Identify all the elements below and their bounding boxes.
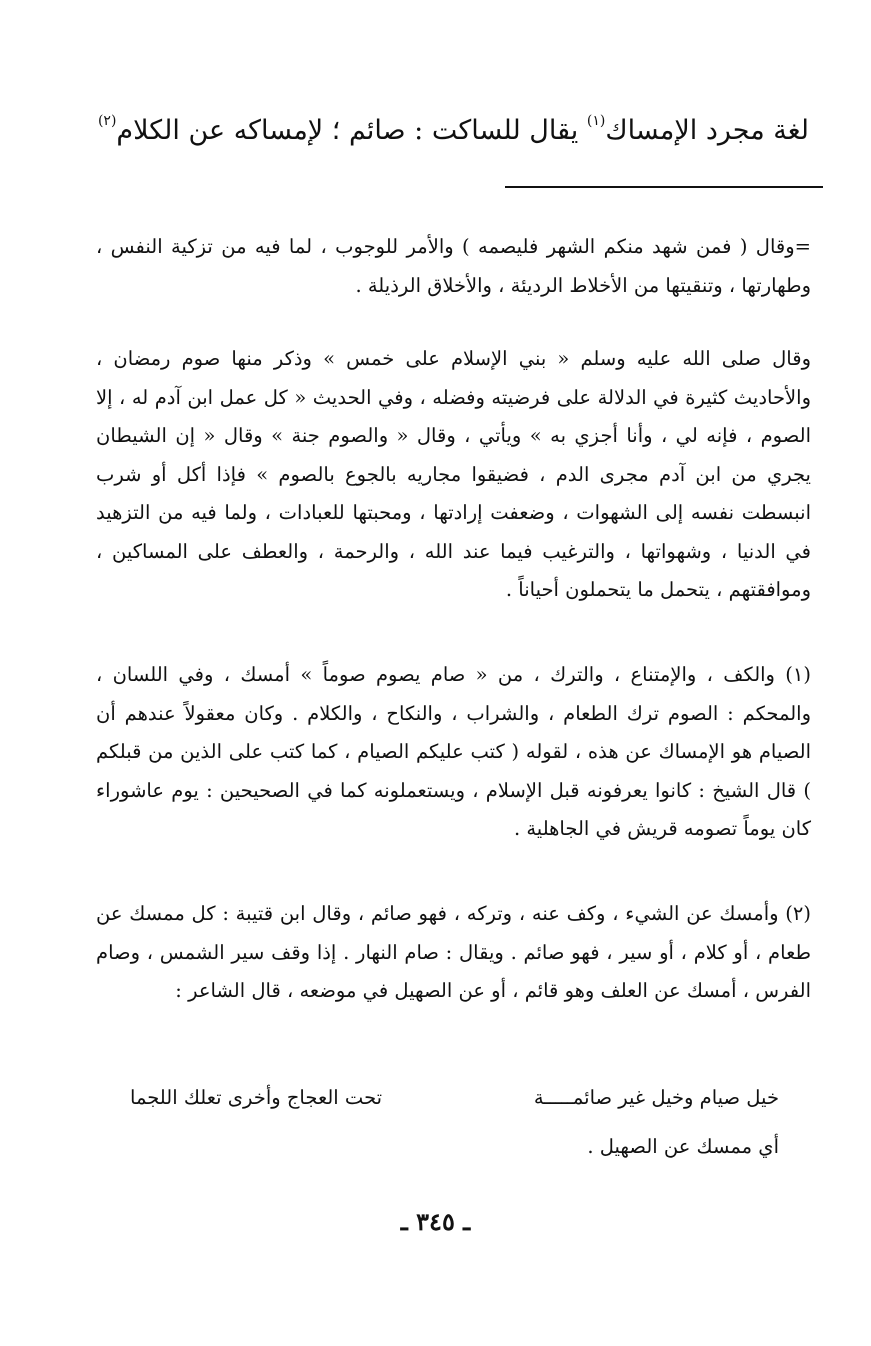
heading-note-1: (١) (586, 113, 606, 129)
page-number: ـ ٣٤٥ ـ (400, 1207, 471, 1236)
footnote-1: (١) والكف ، والإمتناع ، والترك ، من « صام يصوم صوماً » أمسك ، وفي اللسان ، والمحكم : الصوم ترك الطعام ، والشراب ، والنكاح ، والكلام . وكان معقولاً عندهم أن الصيام هو الإمساك عن هذه ، لقوله ( كتب عليكم الصيام ، كما كتب على الذين من قبلكم ) قال الشيخ : كانوا يعرفونه قبل الإسلام ، ويستعملونه كما في الصحيحين : يوم عاشوراء كان يوماً تصومه قريش في الجاهلية . (96, 663, 811, 840)
heading-note-2: (٢) (97, 113, 117, 129)
verse-first-hemistich: خيل صيام وخيل غير صائمـــــة (533, 1086, 779, 1109)
body-paragraph-1: =وقال ( فمن شهد منكم الشهر فليصمه ) والأمر للوجوب ، لما فيه من تزكية النفس ، وطهارتها ، وتنقيتها من الأخلاط الرديئة ، والأخلاق الرذيلة . (96, 235, 811, 297)
heading-separator-rule (505, 186, 823, 188)
verse-explanation: أي ممسك عن الصهيل . (587, 1135, 779, 1158)
heading-text-before: لغة مجرد الإمساك (605, 115, 809, 146)
heading-text-after: يقال للساكت : صائم ؛ لإمساكه عن الكلام (116, 115, 579, 146)
verse-second-hemistich: تحت العجاج وأخرى تعلك اللجما (130, 1086, 383, 1109)
poem-verse (130, 1078, 779, 1118)
body-paragraph-2: وقال صلى الله عليه وسلم « بني الإسلام على خمس » وذكر منها صوم رمضان ، والأحاديث كثيرة في الدلالة على فرضيته وفضله ، وفي الحديث « كل عمل ابن آدم له ، إلا الصوم ، فإنه لي ، وأنا أجزي به » ويأتي ، وقال « والصوم جنة » وقال « إن الشيطان يجري من ابن آدم مجرى الدم ، فضيقوا مجاريه بالجوع بالصوم » فإذا أكل أو شرب انبسطت نفسه إلى الشهوات ، وضعفت إرادتها ، ومحبتها للعبادات ، ولما فيه من التزهيد في الدنيا ، وشهواتها ، والترغيب فيما عند الله ، والرحمة ، والعطف على المساكين ، وموافقتهم ، يتحمل ما يتحملون أحياناً . (96, 347, 811, 601)
footnote-2: (٢) وأمسك عن الشيء ، وكف عنه ، وتركه ، فهو صائم ، وقال ابن قتيبة : كل ممسك عن طعام ، أو كلام ، أو سير ، فهو صائم . ويقال : صام النهار . إذا وقف سير الشمس ، وصام الفرس ، أمسك عن العلف وهو قائم ، أو عن الصهيل في موضعه ، قال الشاعر : (96, 902, 811, 1002)
page-heading (70, 108, 809, 154)
